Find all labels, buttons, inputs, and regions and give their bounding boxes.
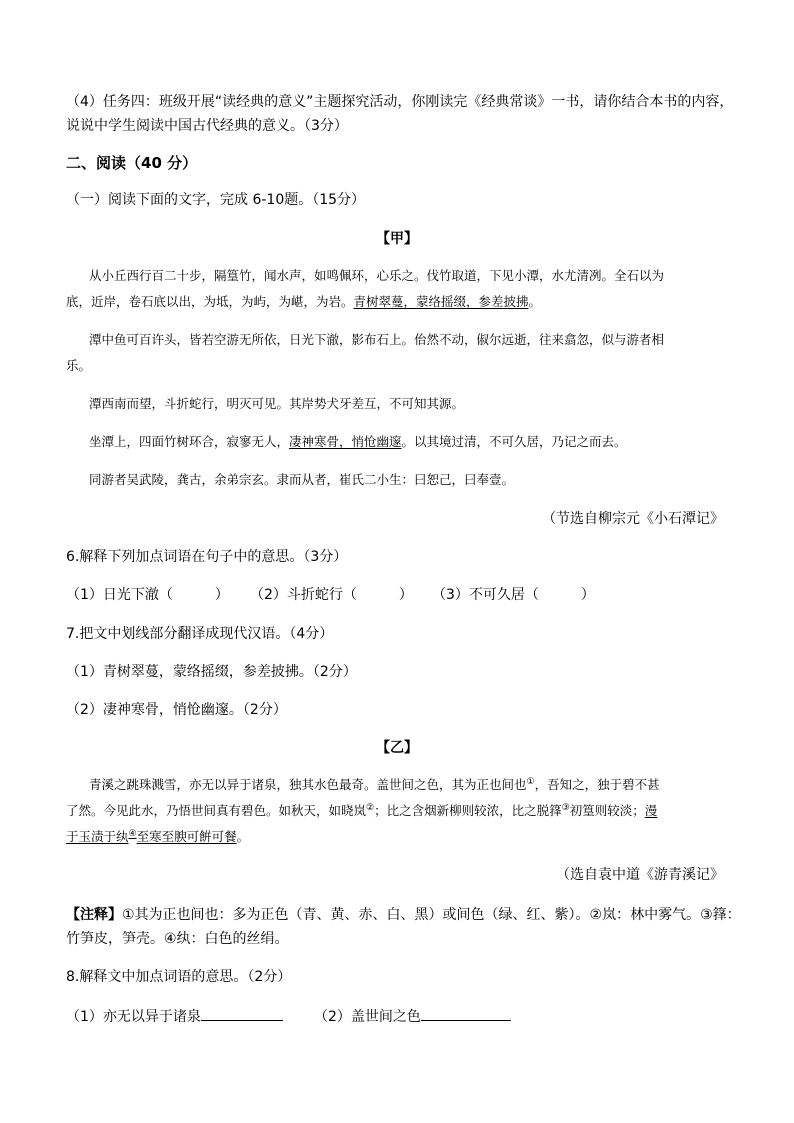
q7-stem: 7.把文中划线部分翻译成现代汉语。（4分） [66,626,334,642]
q8-item2-answer-blank[interactable] [421,1006,511,1021]
task4-line2: 说说中学生阅读中国古代经典的意义。（3分） [66,118,348,134]
jia-p1-line2-end: 。 [528,294,542,309]
yi-line2 [66,801,657,821]
part1-intro: （一）阅读下面的文字，完成 6-10题。（15分） [66,192,366,208]
q6-stem: 6.解释下列加点词语在句子中的意思。（3分） [66,549,348,565]
jia-p5: 同游者吴武陵，龚古，余弟宗玄。隶而从者，崔氏二小生：曰恕己，曰奉壹。 [89,472,515,487]
yi-source: （选自袁中道《游青溪记》 [556,867,724,883]
q8-item2 [314,1006,511,1027]
jia-p4-underlined: 凄神寒骨，悄怆幽邃 [289,434,402,449]
q8-stem: 8.解释文中加点词语的意思。（2分） [66,969,292,985]
jia-p4-start: 坐潭上，四面竹树环合，寂寥无人， [89,434,290,449]
notes-line1 [66,905,741,925]
section2-title: 二、阅读（40 分） [66,154,198,172]
yi-line2-b: ；比之含烟新柳则较浓，比之脱箨 [374,803,562,818]
yi-line1-a: 青溪之跳珠溅雪，亦无以异于诸泉，独其水色最奇。盖世间之色，其为正也间也 [89,777,527,792]
yi-line3 [66,827,249,847]
jia-title: 【甲】 [376,231,418,247]
yi-line2-note-mark-2: ③ [561,802,570,813]
yi-line2-underlined: 漫 [644,803,658,818]
jia-source: （节选自柳宗元《小石潭记》 [542,511,724,527]
jia-p4 [89,432,627,452]
task4-line1: （4）任务四：班级开展“读经典的意义”主题探究活动，你刚读完《经典常谈》一书，请你结合本书的内容， [66,94,734,110]
jia-p4-end: 。以其境过清，不可久居，乃记之而去。 [401,434,627,449]
yi-line2-c: 初篁则较淡； [569,803,645,818]
notes-text1: ①其为正也间也：多为正色（青、黄、赤、白、黑）或间色（绿、红、紫）。②岚：林中雾气。③箨： [122,907,741,923]
jia-p3: 潭西南而望，斗折蛇行，明灭可见。其岸势犬牙差互，不可知其源。 [89,396,465,411]
jia-p1-line2 [66,292,541,312]
q8-item1-text: （1）亦无以异于诸泉 [66,1009,201,1025]
yi-line1 [89,775,660,795]
yi-title: 【乙】 [376,740,418,756]
notes-line2: 竹笋皮，笋壳。④纨：白色的丝绢。 [66,931,289,947]
q7-item2: （2）凄神寒骨，悄怆幽邃。（2分） [66,702,287,718]
notes-label: 【注释】 [66,907,122,923]
yi-line1-note-mark: ① [526,776,535,787]
yi-line3-underlined-b: 至寒至腴可餠可餐 [136,829,237,844]
yi-line3-end: 。 [236,829,250,844]
q8-item1 [66,1006,283,1027]
q8-item1-answer-blank[interactable] [201,1006,283,1021]
q6-item1: （1）日光下澈（ ） [66,587,229,603]
jia-p2-line2: 乐。 [66,358,92,373]
jia-p2-line1: 潭中鱼可百许头，皆若空游无所依，日光下澈，影布石上。佁然不动，俶尔远逝，往来翕忽，似与游者相 [89,332,665,347]
jia-p1-line2-plain: 底，近岸，卷石底以出，为坻，为屿，为嵁，为岩。 [66,294,354,309]
yi-line2-note-mark-1: ② [366,802,375,813]
jia-p1-line1: 从小丘西行百二十步，隔篁竹，闻水声，如鸣佩环，心乐之。伐竹取道，下见小潭，水尤清冽。全石以为 [89,268,665,283]
q7-item1: （1）青树翠蔓，蒙络摇缀，参差披拂。（2分） [66,664,357,680]
yi-line3-underlined-a: 于玉渍于纨 [66,829,129,844]
yi-line1-b: ，吾知之，独于碧不甚 [534,777,660,792]
q6-item2: （2）斗折蛇行（ ） [250,587,413,603]
q6-item3: （3）不可久居（ ） [432,587,595,603]
yi-line2-a: 了然。今见此水，乃悟世间真有碧色。如秋天，如晓岚 [66,803,367,818]
q8-item2-text: （2）盖世间之色 [314,1009,421,1025]
jia-p1-underlined: 青树翠蔓，蒙络摇缀，参差披拂 [353,294,529,309]
yi-line3-note-mark: ④ [128,828,137,839]
